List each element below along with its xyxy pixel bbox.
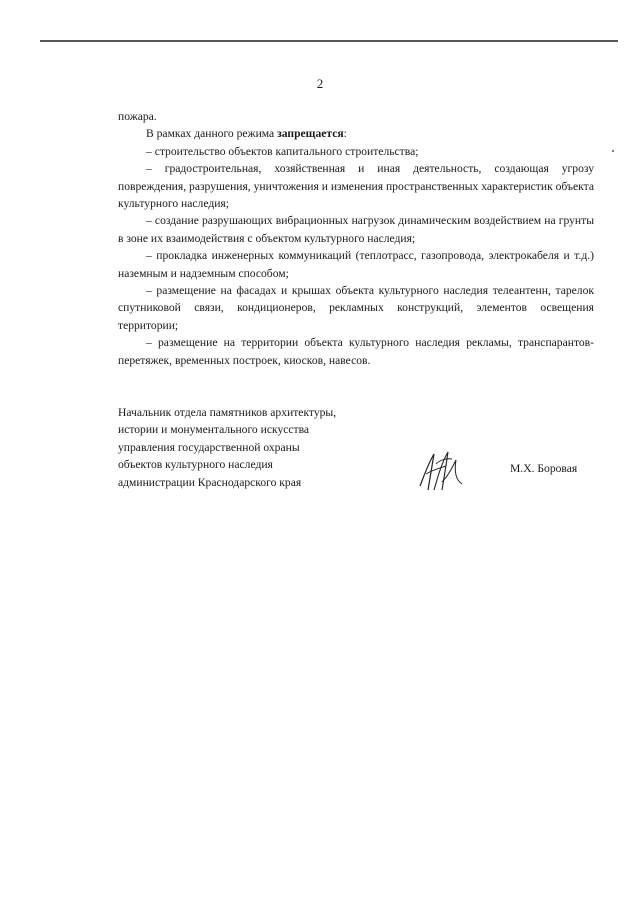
signatory-title-line: администрации Краснодарского края (118, 475, 302, 489)
header-rule (40, 40, 618, 42)
paragraph-continuation: пожара. (118, 110, 157, 123)
prohibition-item: – градостроительная, хозяйственная и иная деятельность, создающая угрозу повреждения, разрушения, уничтожения и изменения пространственных характеристик объекта культурного наследия; (118, 162, 594, 211)
signatory-title-line: объектов культурного наследия (118, 458, 273, 472)
signatory-title-line: истории и монументального искусства (118, 423, 310, 437)
signatory-title-line: управления государственной охраны (118, 440, 300, 454)
prohibition-item: – строительство объектов капитального строительства; (146, 144, 419, 158)
signatory-title (118, 404, 418, 491)
handwritten-signature (412, 446, 472, 496)
prohibition-item: – прокладка инженерных коммуникаций (теплотрасс, газопровода, электрокабеля и т.д.) наземным и надземным способом; (118, 249, 594, 280)
signatory-name: М.Х. Боровая (510, 462, 578, 475)
prohibition-item: – размещение на фасадах и крышах объекта культурного наследия телеантенн, тарелок спутниковой связи, кондиционеров, рекламных конструкций, элементов освещения территории; (118, 284, 594, 332)
prohibition-item: – размещение на территории объекта культурного наследия рекламы, транспарантов-перетяжек, временных построек, киосков, навесов. (118, 336, 594, 367)
paragraph-regime-intro (118, 125, 594, 142)
prohibition-item: – создание разрушающих вибрационных нагрузок динамическим воздействием на грунты в зоне их взаимодействия с объектом культурного наследия; (118, 214, 594, 245)
signatory-title-line: Начальник отдела памятников архитектуры, (118, 406, 337, 419)
regime-intro-colon: : (343, 127, 347, 141)
page-number: 2 (316, 76, 324, 91)
regime-intro-text: В рамках данного режима (146, 127, 278, 141)
scan-speck (612, 150, 614, 152)
prohibited-keyword: запрещается (277, 127, 344, 141)
document-body (118, 108, 594, 369)
